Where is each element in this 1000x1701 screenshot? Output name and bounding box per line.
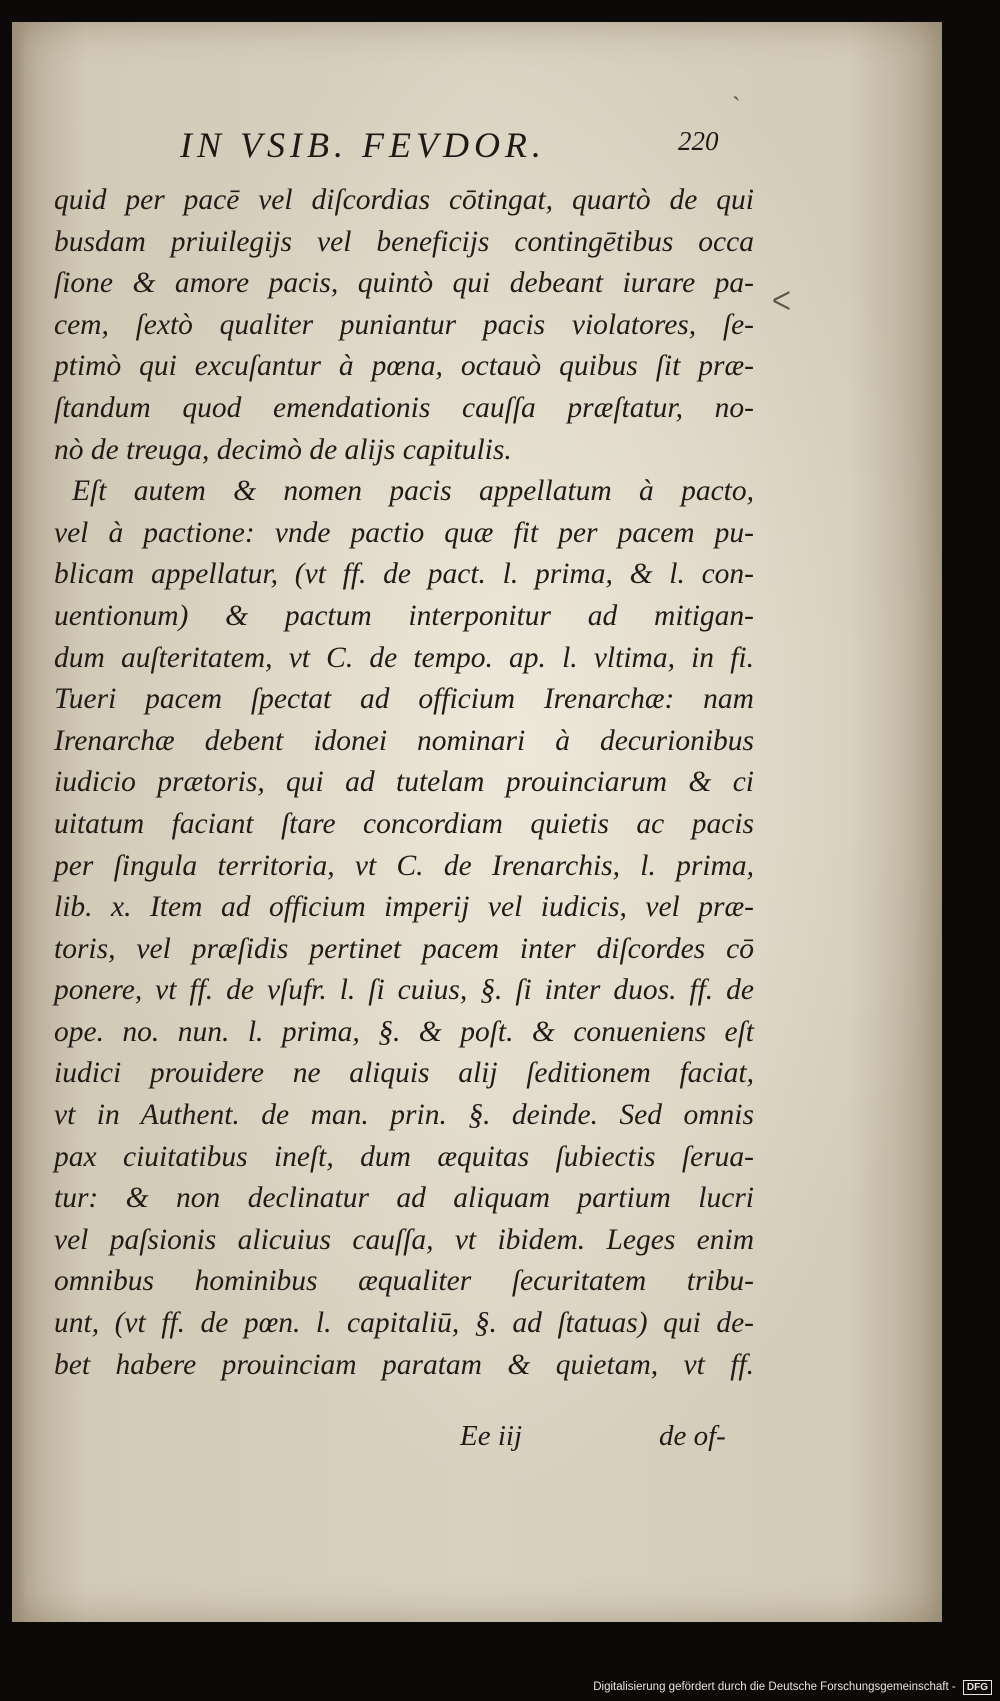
text-line: dum auſteritatem, vt C. de tempo. ap. l. vltima, in fi. [54,641,754,674]
page-gutter-shadow [12,22,26,1622]
page-header [12,110,942,170]
text-line: omnibus hominibus æqualiter ſecuritatem tribu- [54,1265,754,1298]
text-line: ptimò qui excuſantur à pœna, octauò quibus ſit præ- [54,350,754,383]
text-line: Eſt autem & nomen pacis appellatum à pacto, [72,475,754,508]
text-line: lib. x. Item ad officium imperij vel iudicis, vel præ- [54,891,754,924]
signature-mark: Ee iij [460,1420,523,1452]
text-line: uitatum faciant ſtare concordiam quietis ac pacis [54,807,754,840]
text-line: busdam priuilegijs vel beneficijs contingētibus occa [54,225,754,258]
text-line: bet habere prouinciam paratam & quietam, vt ff. [54,1348,754,1381]
text-line: blicam appellatur, (vt ff. de pact. l. prima, & l. con- [54,558,754,591]
text-line: tur: & non declinatur ad aliquam partium lucri [54,1182,754,1215]
page-number: 220 [678,126,719,156]
text-line: ope. no. nun. l. prima, §. & poſt. & conueniens eſt [54,1015,754,1048]
text-line: quid per pacē vel diſcordias cōtingat, quartò de qui [54,184,754,216]
text-line: per ſingula territoria, vt C. de Irenarchis, l. prima, [54,849,754,882]
text-line: iudicio prætoris, qui ad tutelam prouinciarum & ci [54,766,754,799]
text-line: vel paſsionis alicuius cauſſa, vt ibidem. Leges enim [54,1223,754,1256]
margin-mark: ᐸ [772,287,791,316]
body-text [54,180,754,1386]
text-line: unt, (vt ff. de pœn. l. capitaliū, §. ad ſtatuas) qui de- [54,1307,754,1340]
margin-mark: ˋ [732,92,741,121]
text-line: vel à pactione: vnde pactio quæ fit per pacem pu- [54,516,754,549]
page-footer [12,1420,942,1460]
catchword: de of- [659,1420,726,1452]
text-line: Irenarchæ debent idonei nominari à decurionibus [54,724,754,757]
text-line: ſione & amore pacis, quintò qui debeant iurare pa- [54,267,754,300]
text-line: toris, vel præſidis pertinet pacem inter diſcordes cō [54,932,754,965]
digitization-credit [593,1680,992,1698]
running-head: IN VSIB. FEVDOR. [180,125,546,165]
credit-text: Digitalisierung gefördert durch die Deutsche Forschungsgemeinschaft - [593,1681,956,1693]
dfg-logo: DFG [963,1680,992,1695]
text-line: ponere, vt ff. de vſufr. l. ſi cuius, §. ſi inter duos. ff. de [54,974,754,1007]
text-line: pax ciuitatibus ineſt, dum æquitas ſubiectis ſerua- [54,1140,754,1173]
text-line: ſtandum quod emendationis cauſſa præſtatur, no- [54,391,754,424]
text-line: nò de treuga, decimò de alijs capitulis. [54,433,512,466]
text-line: cem, ſextò qualiter puniantur pacis violatores, ſe- [54,308,754,341]
text-line: iudici prouidere ne aliquis alij ſeditionem faciat, [54,1057,754,1090]
text-line: Tueri pacem ſpectat ad officium Irenarchæ: nam [54,683,754,716]
text-line: vt in Authent. de man. prin. §. deinde. Sed omnis [54,1099,754,1132]
text-line: uentionum) & pactum interponitur ad mitigan- [54,599,754,632]
book-page [12,22,942,1622]
